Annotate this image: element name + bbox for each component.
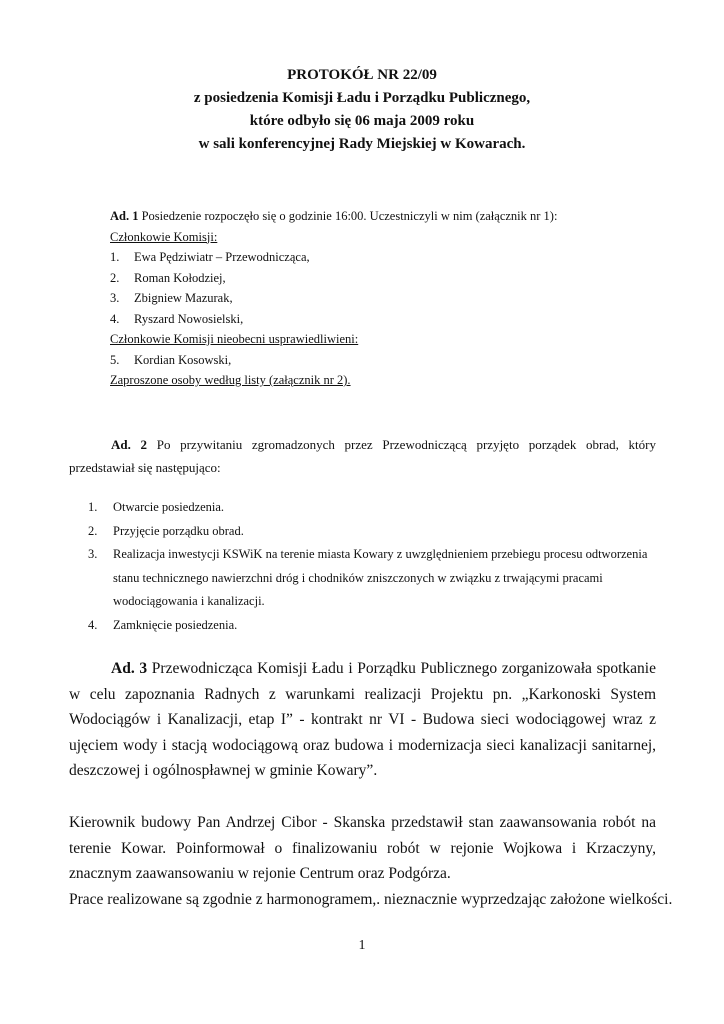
agenda-item: 1. Otwarcie posiedzenia.	[88, 500, 225, 514]
guests-line: Zaproszone osoby według listy (załącznik nr 2).	[110, 373, 351, 387]
member-item: 4. Ryszard Nowosielski,	[110, 311, 244, 326]
section-ad2	[69, 433, 656, 479]
section-body	[69, 810, 673, 912]
agenda-list	[88, 496, 668, 637]
agenda-item: 3. Realizacja inwestycji KSWiK na terenie miasta Kowary z uwzględnieniem przebiegu procesu odtworzenia stanu technicznego nawierzchni dróg i chodników zniszczonych w związku z trwającymi pracami wodociągowania i kanalizacji.	[88, 547, 648, 608]
title-line-4: w sali konferencyjnej Rady Miejskiej w Kowarach.	[198, 136, 526, 152]
title-line-2: z posiedzenia Komisji Ładu i Porządku Publicznego,	[193, 90, 531, 106]
document-title	[0, 64, 724, 156]
member-item: 1. Ewa Pędziwiatr – Przewodnicząca,	[110, 250, 310, 264]
members-heading: Członkowie Komisji:	[110, 229, 218, 244]
absent-member-item: 5. Kordian Kosowski,	[110, 352, 232, 367]
ad2-text: Po przywitaniu zgromadzonych przez Przewodniczącą przyjęto porządek obrad, który przedstawiał się następująco:	[69, 437, 656, 475]
agenda-item: 4. Zamknięcie posiedzenia.	[88, 617, 238, 632]
section-ad3	[69, 656, 656, 784]
member-item: 2. Roman Kołodziej,	[110, 270, 226, 285]
absent-heading: Członkowie Komisji nieobecni usprawiedliwieni:	[110, 332, 359, 346]
agenda-item: 2. Przyjęcie porządku obrad.	[88, 523, 244, 538]
ad2-label: Ad. 2	[111, 437, 148, 452]
body-paragraph-1: Kierownik budowy Pan Andrzej Cibor - Skanska przedstawił stan zaawansowania robót na terenie Kowar. Poinformował o finalizowaniu robót w rejonie Wojkowa i Krzaczyny, znacznym zaawansowaniu w rejonie Centrum oraz Podgórza.	[69, 814, 656, 882]
page-number: 1	[358, 938, 366, 953]
ad3-label: Ad. 3	[111, 660, 148, 677]
member-item: 3. Zbigniew Mazurak,	[110, 291, 233, 305]
section-ad1	[110, 206, 670, 391]
title-line-1: PROTOKÓŁ NR 22/09	[287, 67, 437, 83]
ad1-label: Ad. 1	[110, 209, 139, 223]
ad3-text: Przewodnicząca Komisji Ładu i Porządku Publicznego zorganizowała spotkanie w celu zapoznania Radnych z warunkami realizacji Projektu pn. „Karkonoski System Wodociągów i Kanalizacji, etap I” - kontrakt nr VI - Budowa sieci wodociągowej wraz z ujęciem wody i stacją wodociągową oraz budowa i modernizacja sieci kanalizacji sanitarnej, deszczowej i ogólnospławnej w gminie Kowary”.	[69, 660, 656, 779]
title-line-3: które odbyło się 06 maja 2009 roku	[249, 113, 475, 129]
body-paragraph-2: Prace realizowane są zgodnie z harmonogramem,. nieznacznie wyprzedzając założone wielkości.	[69, 890, 673, 908]
ad1-intro: Posiedzenie rozpoczęło się o godzinie 16:00. Uczestniczyli w nim (załącznik nr 1):	[138, 209, 558, 223]
